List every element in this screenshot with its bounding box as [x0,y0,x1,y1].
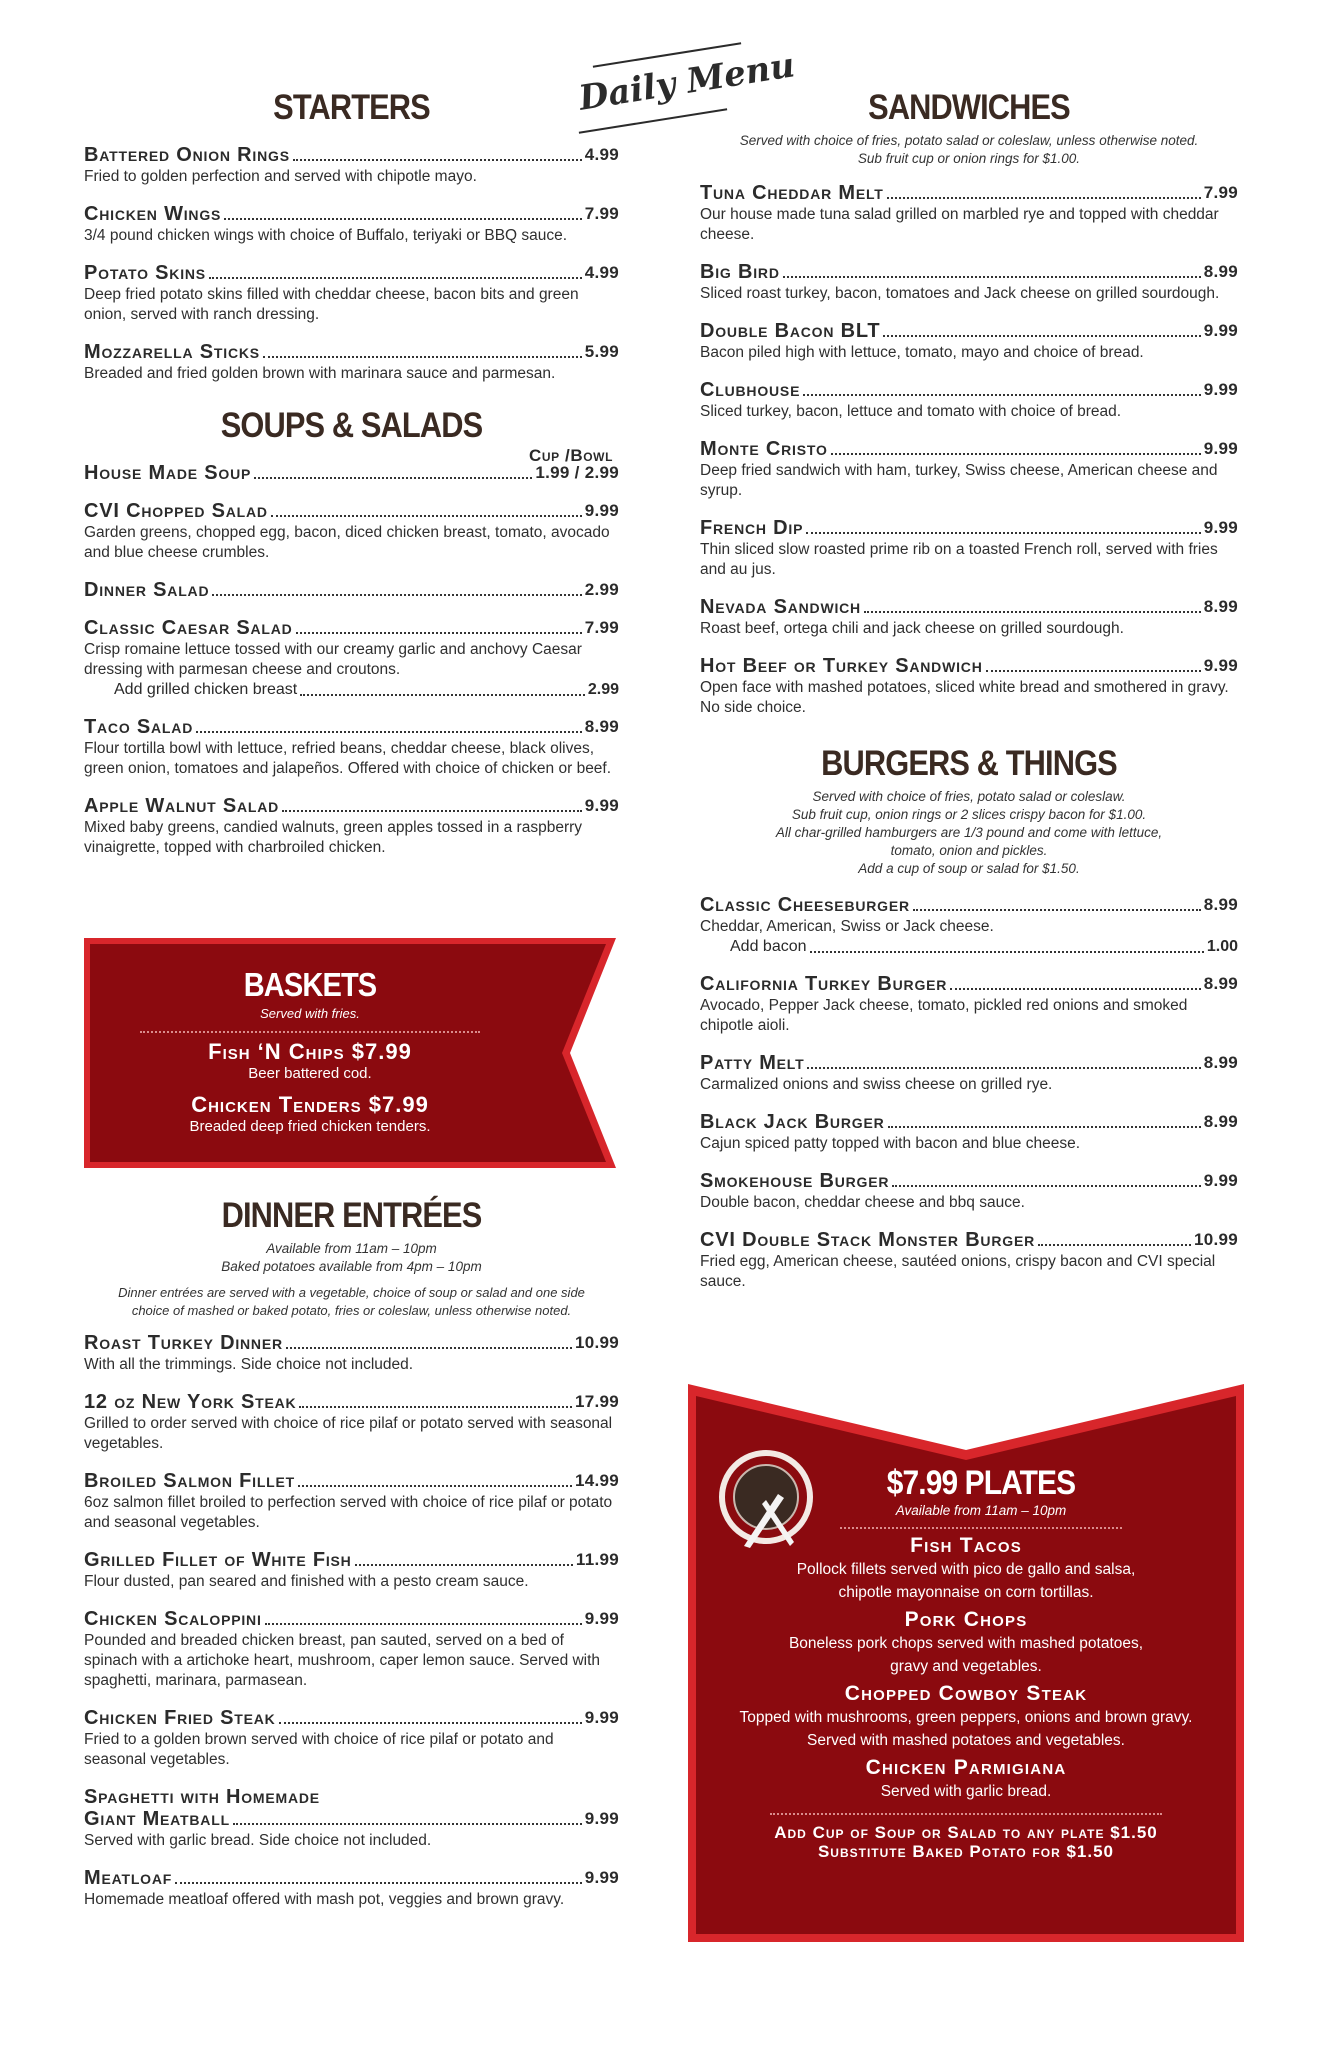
menu-item-header [84,500,619,522]
menu-item-description: Fried to a golden brown served with choice of rice pilaf or potato and seasonal vegetables. [84,1731,554,1768]
menu-item-price: 2.99 [584,580,619,599]
menu-item-name: CVI Double Stack Monster Burger [700,1229,1035,1251]
menu-item-description: Grilled to order served with choice of rice pilaf or potato served with seasonal vegetables. [84,1415,613,1452]
left-column [84,80,619,858]
menu-item-header [84,795,619,817]
menu-item-price: 1.99 / 2.99 [535,463,619,482]
menu-item-name: Hot Beef or Turkey Sandwich [700,655,983,677]
sandwiches-note: Served with choice of fries, potato salad or coleslaw, unless otherwise noted. [739,133,1199,148]
menu-item-name-line [84,1786,619,1808]
menu-item [700,1111,1238,1154]
menu-item-description: Garden greens, chopped egg, bacon, diced chicken breast, tomato, avocado and blue cheese crumbles. [84,524,610,561]
menu-item-description: Avocado, Pepper Jack cheese, tomato, pickled red onions and smoked chipotle aioli. [700,997,1188,1034]
menu-item-description: With all the trimmings. Side choice not included. [84,1356,414,1373]
dot-leader [254,477,532,479]
menu-item-name: Classic Cheeseburger [700,894,910,916]
plate-item [710,1682,1222,1752]
dot-leader [986,670,1201,672]
starters-heading: STARTERS [273,88,430,127]
menu-item [84,1786,619,1851]
menu-item-description: Fried to golden perfection and served with chipotle mayo. [84,168,477,185]
menu-item-header [84,1549,619,1571]
dot-leader [831,453,1201,455]
dot-leader [888,1126,1201,1128]
menu-item-price: 4.99 [584,145,619,164]
menu-item-description: Flour tortilla bowl with lettuce, refried beans, cheddar cheese, black olives, green onion, tomatoes and jalapeños. Offered with choice of chicken or beef. [84,740,612,777]
menu-item-name: 12 oz New York Steak [84,1391,297,1413]
sandwiches-list [700,182,1238,718]
menu-item-addon [700,937,1238,957]
menu-item-header [84,716,619,738]
menu-item-header [700,261,1238,283]
dot-leader [950,988,1201,990]
menu-item [84,1608,619,1691]
plate-item-description: gravy and vegetables. [890,1658,1042,1675]
dot-leader [355,1564,573,1566]
menu-item [84,1391,619,1454]
menu-item [700,320,1238,363]
dot-leader [175,1882,582,1884]
menu-item-price: 9.99 [1203,321,1238,340]
plate-item-name: Pork Chops [904,1608,1028,1631]
dot-leader [892,1185,1200,1187]
menu-item-description: Open face with mashed potatoes, sliced white bread and smothered in gravy. No side choice. [700,679,1229,716]
menu-item [700,1229,1238,1292]
menu-item-header [84,1867,619,1889]
burgers-note: All char-grilled hamburgers are 1/3 pound and come with lettuce, [775,825,1163,840]
dot-leader [806,532,1200,534]
menu-item-name: Double Bacon BLT [700,320,881,342]
menu-item-description: Cajun spiced patty topped with bacon and blue cheese. [700,1135,1081,1152]
plate-item-description: chipotle mayonnaise on corn tortillas. [838,1584,1094,1601]
menu-item-price: 17.99 [574,1392,619,1411]
menu-item-price: 9.99 [1203,439,1238,458]
plates-footer: Add Cup of Soup or Salad to any plate $1.50 [774,1823,1158,1842]
menu-item-price: 9.99 [584,1609,619,1628]
dinner-note: Baked potatoes available from 4pm – 10pm [221,1259,482,1274]
addon-price: 2.99 [587,681,619,698]
plates-divider [840,1527,1122,1529]
menu-item [700,261,1238,304]
menu-item-header [700,596,1238,618]
menu-item-header [700,894,1238,916]
dot-leader [286,1347,572,1349]
menu-item-price: 4.99 [584,263,619,282]
menu-item-addon [84,680,619,700]
menu-item-price: 9.99 [584,796,619,815]
menu-item-description: 6oz salmon fillet broiled to perfection served with choice of rice pilaf or potato and seasonal vegetables. [84,1494,613,1531]
dot-leader [298,1485,572,1487]
menu-item-name: Clubhouse [700,379,801,401]
menu-item-header [84,341,619,363]
menu-item-name: Battered Onion Rings [84,144,290,166]
plate-item-description: Pollock fillets served with pico de gallo and salsa, [796,1561,1136,1578]
menu-item-price: 10.99 [1193,1230,1238,1249]
dot-leader [209,277,582,279]
menu-item [700,973,1238,1036]
menu-item-name: Roast Turkey Dinner [84,1332,283,1354]
menu-item-price: 7.99 [584,204,619,223]
menu-item [84,716,619,779]
menu-item-name: Apple Walnut Salad [84,795,280,817]
burgers-heading: BURGERS & THINGS [821,744,1117,783]
menu-item-price: 9.99 [1203,656,1238,675]
plates-list [710,1534,1222,1803]
menu-item-price: 7.99 [1203,183,1238,202]
menu-item-name: Monte Cristo [700,438,828,460]
menu-item [84,1707,619,1770]
menu-item-price: 9.99 [1203,380,1238,399]
addon-price: 1.00 [1206,938,1238,955]
menu-item-name: Chicken Scaloppini [84,1608,262,1630]
menu-item [84,262,619,325]
sandwiches-note: Sub fruit cup or onion rings for $1.00. [857,151,1081,166]
basket-item-name: Chicken Tenders $7.99 [191,1092,429,1117]
menu-item-name: House Made Soup [84,462,252,484]
menu-item-header [700,1229,1238,1251]
menu-item-name: Taco Salad [84,716,194,738]
menu-item-header [700,1170,1238,1192]
menu-item-header [84,1391,619,1413]
menu-item-description: Homemade meatloaf offered with mash pot, veggies and brown gravy. [84,1891,565,1908]
menu-item-header [84,262,619,284]
menu-item-description: Deep fried sandwich with ham, turkey, Swiss cheese, American cheese and syrup. [700,462,1218,499]
menu-item-name: Chicken Fried Steak [84,1707,276,1729]
plate-item-description: Boneless pork chops served with mashed potatoes, [788,1635,1144,1652]
menu-item-name: Mozzarella Sticks [84,341,260,363]
burgers-note: tomato, onion and pickles. [890,843,1048,858]
menu-item [84,579,619,601]
menu-item [84,1867,619,1910]
menu-item-header [84,462,619,484]
daily-menu-title: Daily Menu [576,45,798,119]
plates-box [688,1384,1244,1942]
dot-leader [271,515,582,517]
menu-item-description: Our house made tuna salad grilled on marbled rye and topped with cheddar cheese. [700,206,1219,243]
menu-item-description: Flour dusted, pan seared and finished with a pesto cream sauce. [84,1573,529,1590]
menu-item-description: Served with garlic bread. Side choice not included. [84,1832,432,1849]
menu-item [84,1549,619,1592]
menu-item-header [700,1052,1238,1074]
menu-item-description: Crisp romaine lettuce tossed with our creamy garlic and anchovy Caesar dressing with parmesan cheese and croutons. [84,641,582,678]
menu-item-name: Giant Meatball [84,1808,230,1830]
dinner-section [84,1196,619,1910]
menu-item-header [84,144,619,166]
menu-item-header [700,182,1238,204]
dinner-note: choice of mashed or baked potato, fries or coleslaw, unless otherwise noted. [131,1303,572,1318]
dot-leader [233,1823,582,1825]
plate-item [710,1756,1222,1803]
menu-item-name: Dinner Salad [84,579,210,601]
dinner-note: Dinner entrées are served with a vegetable, choice of soup or salad and one side [118,1285,585,1300]
menu-item [700,517,1238,580]
menu-item [84,1332,619,1375]
menu-item [700,438,1238,501]
dot-leader [883,335,1200,337]
menu-item [84,1470,619,1533]
menu-item-price: 5.99 [584,342,619,361]
menu-item-price: 8.99 [1203,895,1238,914]
menu-item-name: Grilled Fillet of White Fish [84,1549,352,1571]
menu-item-description: Bacon piled high with lettuce, tomato, mayo and choice of bread. [700,344,1144,361]
plate-item-name: Chopped Cowboy Steak [844,1682,1088,1705]
dot-leader [279,1722,582,1724]
dot-leader [196,731,582,733]
menu-item-price: 8.99 [1203,262,1238,281]
menu-item-description: Mixed baby greens, candied walnuts, green apples tossed in a raspberry vinaigrette, topped with charbroiled chicken. [84,819,583,856]
menu-item-name: Nevada Sandwich [700,596,861,618]
plates-note: Available from 11am – 10pm [895,1503,1067,1518]
menu-item-name: Tuna Cheddar Melt [700,182,884,204]
menu-item-header [84,1470,619,1492]
menu-item-header [84,1707,619,1729]
starters-list [84,144,619,384]
plates-divider [770,1813,1162,1815]
menu-item-price: 8.99 [584,717,619,736]
burgers-note: Add a cup of soup or salad for $1.50. [858,861,1080,876]
sandwiches-heading: SANDWICHES [868,88,1070,127]
menu-item [700,1052,1238,1095]
dot-leader [224,218,582,220]
menu-item-name: Black Jack Burger [700,1111,885,1133]
menu-item-header [700,438,1238,460]
menu-item-price: 7.99 [584,618,619,637]
dot-leader [887,197,1201,199]
dot-leader [803,394,1201,396]
menu-item-header [700,655,1238,677]
menu-item-name: Big Bird [700,261,780,283]
menu-item [84,341,619,384]
plate-item-description: Served with garlic bread. [880,1783,1052,1800]
menu-item-price: 9.99 [584,1708,619,1727]
menu-item-name: Potato Skins [84,262,206,284]
menu-item-name: Smokehouse Burger [700,1170,890,1192]
plates-footer: Substitute Baked Potato for $1.50 [817,1842,1115,1861]
plate-item-description: Served with mashed potatoes and vegetables. [807,1732,1125,1749]
dot-leader [296,632,582,634]
dinner-heading: DINNER ENTRÉES [221,1196,482,1235]
dot-leader [810,951,1204,953]
soups-salads-heading: SOUPS & SALADS [220,406,483,445]
baskets-note: Served with fries. [260,1006,360,1021]
dinner-note: Available from 11am – 10pm [266,1241,437,1256]
baskets-divider [140,1031,480,1033]
menu-item-description: Thin sliced slow roasted prime rib on a toasted French roll, served with fries and au jus. [700,541,1218,578]
plate-item [710,1608,1222,1678]
baskets-content [120,966,500,1135]
dot-leader [212,594,581,596]
plates-content [710,1464,1222,1861]
menu-item-description: Cheddar, American, Swiss or Jack cheese. [700,918,994,935]
right-column [700,80,1238,1292]
dot-leader [282,810,582,812]
dot-leader [783,276,1201,278]
menu-item-name: Classic Caesar Salad [84,617,293,639]
menu-item-header [84,1808,619,1830]
menu-item-header [700,517,1238,539]
baskets-title: BASKETS [243,966,377,1003]
menu-item-description: 3/4 pound chicken wings with choice of Buffalo, teriyaki or BBQ sauce. [84,227,568,244]
dinner-list [84,1332,619,1910]
menu-item-description: Roast beef, ortega chili and jack cheese on grilled sourdough. [700,620,1124,637]
menu-item-description: Pounded and breaded chicken breast, pan sauted, served on a bed of spinach with a artichoke heart, mushroom, caper lemon sauce. Served with spaghetti, marinara, parmasean. [84,1632,601,1689]
menu-item-header [84,579,619,601]
menu-item-price: 8.99 [1203,1053,1238,1072]
menu-item [84,203,619,246]
dot-leader [864,611,1201,613]
burgers-note: Served with choice of fries, potato salad or coleslaw. [812,789,1126,804]
menu-item-description: Breaded and fried golden brown with marinara sauce and parmesan. [84,365,556,382]
menu-item-name: Spaghetti with Homemade [84,1786,320,1808]
dot-leader [913,909,1201,911]
menu-item-price: 9.99 [1203,518,1238,537]
menu-item-description: Double bacon, cheddar cheese and bbq sauce. [700,1194,1025,1211]
menu-item-name: CVI Chopped Salad [84,500,268,522]
menu-item-header [84,1332,619,1354]
dot-leader [299,1406,572,1408]
menu-item-price: 11.99 [575,1550,619,1569]
menu-item-name: Patty Melt [700,1052,805,1074]
menu-item-description: Sliced turkey, bacon, lettuce and tomato with choice of bread. [700,403,1122,420]
cup-bowl-label: Cup /Bowl [528,446,613,465]
plates-title: $7.99 PLATES [886,1464,1076,1502]
menu-item-header [700,320,1238,342]
addon-label: Add bacon [730,938,807,955]
plate-item [710,1534,1222,1604]
dot-leader [1038,1244,1191,1246]
soups-salads-list [84,462,619,858]
plate-item-description: Topped with mushrooms, green peppers, onions and brown gravy. [739,1709,1193,1726]
menu-item [700,379,1238,422]
menu-item-description: Deep fried potato skins filled with cheddar cheese, bacon bits and green onion, served with ranch dressing. [84,286,579,323]
menu-item-name: French Dip [700,517,804,539]
menu-item-description: Sliced roast turkey, bacon, tomatoes and Jack cheese on grilled sourdough. [700,285,1220,302]
menu-item [700,1170,1238,1213]
dot-leader [293,159,582,161]
menu-item [84,144,619,187]
plate-item-name: Fish Tacos [910,1534,1022,1557]
menu-item-description: Carmalized onions and swiss cheese on grilled rye. [700,1076,1053,1093]
menu-item [84,795,619,858]
menu-item-header [700,1111,1238,1133]
menu-item-name: Chicken Wings [84,203,222,225]
menu-item-price: 8.99 [1203,597,1238,616]
menu-item-price: 10.99 [574,1333,619,1352]
dot-leader [300,694,585,696]
baskets-banner [80,938,620,1168]
menu-item-header [700,379,1238,401]
menu-item [700,182,1238,245]
menu-item-header [84,1608,619,1630]
basket-item-name: Fish ‘N Chips $7.99 [208,1039,412,1064]
burgers-note: Sub fruit cup, onion rings or 2 slices crispy bacon for $1.00. [791,807,1147,822]
menu-item-header [700,973,1238,995]
menu-item [700,894,1238,957]
basket-item-desc: Beer battered cod. [248,1065,372,1082]
plate-item-name: Chicken Parmigiana [865,1756,1067,1779]
menu-item-name: Meatloaf [84,1867,173,1889]
menu-item-price: 8.99 [1203,1112,1238,1131]
menu-item-header [84,203,619,225]
menu-item-price: 9.99 [584,501,619,520]
menu-item [700,596,1238,639]
addon-label: Add grilled chicken breast [114,681,298,698]
dot-leader [263,356,582,358]
menu-item-name: California Turkey Burger [700,973,948,995]
menu-item [84,617,619,700]
menu-item [84,500,619,563]
menu-item-price: 14.99 [574,1471,619,1490]
menu-item [84,462,619,484]
menu-item-price: 9.99 [584,1809,619,1828]
menu-item-name: Broiled Salmon Fillet [84,1470,296,1492]
menu-item-price: 9.99 [1203,1171,1238,1190]
menu-item-header [84,617,619,639]
basket-item-desc: Breaded deep fried chicken tenders. [189,1118,431,1135]
dot-leader [265,1623,582,1625]
menu-item-description: Fried egg, American cheese, sautéed onions, crispy bacon and CVI special sauce. [700,1253,1216,1290]
menu-item [700,655,1238,718]
menu-item-price: 9.99 [584,1868,619,1887]
burgers-list [700,894,1238,1292]
dot-leader [807,1067,1200,1069]
menu-item-price: 8.99 [1203,974,1238,993]
